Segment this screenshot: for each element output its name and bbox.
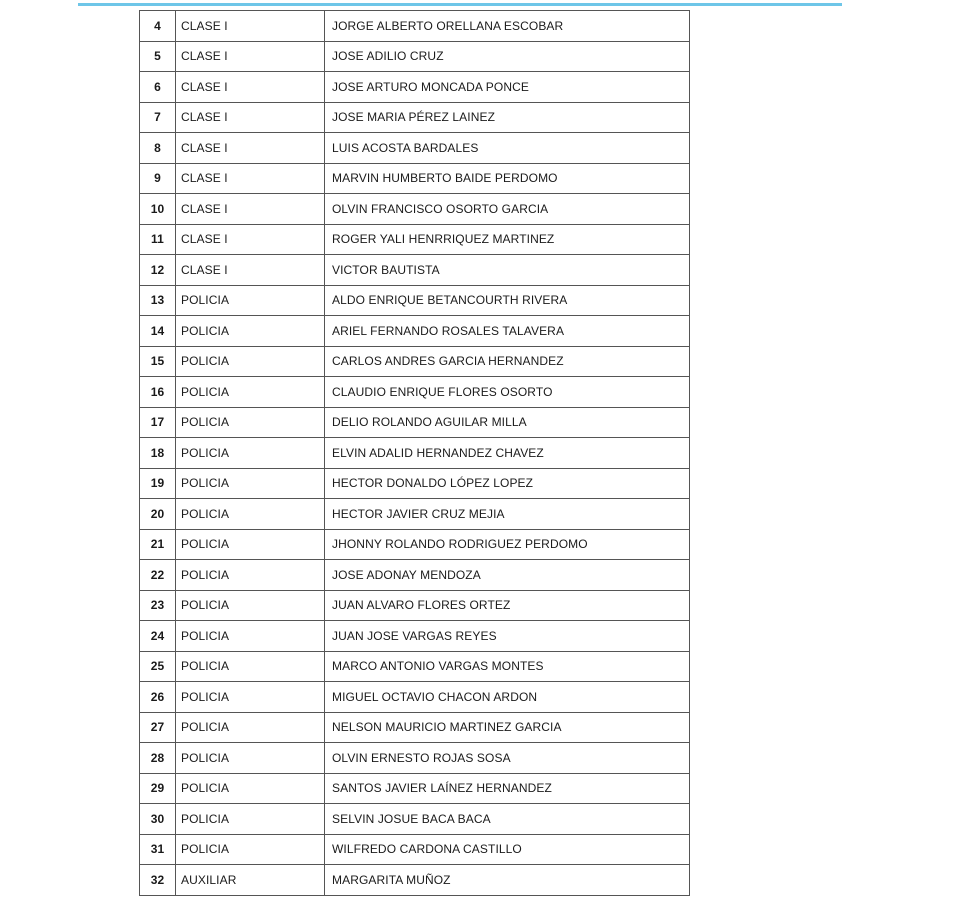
name-cell: ARIEL FERNANDO ROSALES TALAVERA — [325, 316, 690, 347]
name-cell: LUIS ACOSTA BARDALES — [325, 133, 690, 164]
name-cell: SELVIN JOSUE BACA BACA — [325, 804, 690, 835]
row-number: 21 — [140, 529, 176, 560]
table-row — [140, 499, 690, 530]
rank-cell: CLASE I — [176, 41, 325, 72]
name-cell: JOSE ARTURO MONCADA PONCE — [325, 72, 690, 103]
row-number: 28 — [140, 743, 176, 774]
row-number: 27 — [140, 712, 176, 743]
row-number: 12 — [140, 255, 176, 286]
name-cell: JOSE ADONAY MENDOZA — [325, 560, 690, 591]
table-row — [140, 651, 690, 682]
rank-cell: POLICIA — [176, 316, 325, 347]
name-cell: HECTOR DONALDO LÓPEZ LOPEZ — [325, 468, 690, 499]
row-number: 8 — [140, 133, 176, 164]
table-row — [140, 865, 690, 896]
row-number: 26 — [140, 682, 176, 713]
rank-cell: POLICIA — [176, 468, 325, 499]
rank-cell: POLICIA — [176, 743, 325, 774]
rank-cell: CLASE I — [176, 11, 325, 42]
rank-cell: CLASE I — [176, 194, 325, 225]
rank-cell: POLICIA — [176, 407, 325, 438]
row-number: 18 — [140, 438, 176, 469]
table-row — [140, 194, 690, 225]
table-row — [140, 163, 690, 194]
row-number: 15 — [140, 346, 176, 377]
name-cell: OLVIN ERNESTO ROJAS SOSA — [325, 743, 690, 774]
rank-cell: POLICIA — [176, 712, 325, 743]
table-row — [140, 590, 690, 621]
name-cell: CLAUDIO ENRIQUE FLORES OSORTO — [325, 377, 690, 408]
table-row — [140, 438, 690, 469]
row-number: 30 — [140, 804, 176, 835]
name-cell: JUAN JOSE VARGAS REYES — [325, 621, 690, 652]
row-number: 23 — [140, 590, 176, 621]
table-row — [140, 72, 690, 103]
rank-cell: POLICIA — [176, 560, 325, 591]
table-row — [140, 621, 690, 652]
row-number: 9 — [140, 163, 176, 194]
name-cell: MARCO ANTONIO VARGAS MONTES — [325, 651, 690, 682]
name-cell: MARVIN HUMBERTO BAIDE PERDOMO — [325, 163, 690, 194]
row-number: 32 — [140, 865, 176, 896]
row-number: 31 — [140, 834, 176, 865]
table-row — [140, 712, 690, 743]
table-row — [140, 804, 690, 835]
rank-cell: POLICIA — [176, 377, 325, 408]
name-cell: HECTOR JAVIER CRUZ MEJIA — [325, 499, 690, 530]
rank-cell: POLICIA — [176, 834, 325, 865]
name-cell: MARGARITA MUÑOZ — [325, 865, 690, 896]
table-row — [140, 682, 690, 713]
row-number: 14 — [140, 316, 176, 347]
rank-cell: POLICIA — [176, 773, 325, 804]
name-cell: JOSE MARIA PÉREZ LAINEZ — [325, 102, 690, 133]
name-cell: ALDO ENRIQUE BETANCOURTH RIVERA — [325, 285, 690, 316]
rank-cell: POLICIA — [176, 651, 325, 682]
row-number: 10 — [140, 194, 176, 225]
row-number: 25 — [140, 651, 176, 682]
name-cell: JORGE ALBERTO ORELLANA ESCOBAR — [325, 11, 690, 42]
name-cell: VICTOR BAUTISTA — [325, 255, 690, 286]
rank-cell: POLICIA — [176, 438, 325, 469]
personnel-table-body — [140, 11, 690, 896]
table-row — [140, 102, 690, 133]
rank-cell: POLICIA — [176, 499, 325, 530]
row-number: 20 — [140, 499, 176, 530]
rank-cell: CLASE I — [176, 133, 325, 164]
row-number: 16 — [140, 377, 176, 408]
rank-cell: POLICIA — [176, 682, 325, 713]
table-row — [140, 224, 690, 255]
rank-cell: POLICIA — [176, 285, 325, 316]
row-number: 22 — [140, 560, 176, 591]
row-number: 6 — [140, 72, 176, 103]
row-number: 29 — [140, 773, 176, 804]
name-cell: WILFREDO CARDONA CASTILLO — [325, 834, 690, 865]
row-number: 19 — [140, 468, 176, 499]
rank-cell: POLICIA — [176, 621, 325, 652]
table-row — [140, 773, 690, 804]
table-row — [140, 529, 690, 560]
name-cell: JOSE ADILIO CRUZ — [325, 41, 690, 72]
table-row — [140, 316, 690, 347]
row-number: 17 — [140, 407, 176, 438]
table-row — [140, 41, 690, 72]
table-row — [140, 468, 690, 499]
rank-cell: POLICIA — [176, 590, 325, 621]
table-row — [140, 560, 690, 591]
table-row — [140, 133, 690, 164]
personnel-table — [139, 10, 690, 896]
name-cell: DELIO ROLANDO AGUILAR MILLA — [325, 407, 690, 438]
rank-cell: POLICIA — [176, 529, 325, 560]
row-number: 11 — [140, 224, 176, 255]
table-row — [140, 407, 690, 438]
rank-cell: CLASE I — [176, 255, 325, 286]
table-row — [140, 346, 690, 377]
table-row — [140, 377, 690, 408]
row-number: 5 — [140, 41, 176, 72]
rank-cell: CLASE I — [176, 163, 325, 194]
rank-cell: POLICIA — [176, 804, 325, 835]
table-row — [140, 11, 690, 42]
row-number: 4 — [140, 11, 176, 42]
rank-cell: CLASE I — [176, 72, 325, 103]
name-cell: ELVIN ADALID HERNANDEZ CHAVEZ — [325, 438, 690, 469]
table-row — [140, 834, 690, 865]
name-cell: JUAN ALVARO FLORES ORTEZ — [325, 590, 690, 621]
row-number: 7 — [140, 102, 176, 133]
name-cell: ROGER YALI HENRRIQUEZ MARTINEZ — [325, 224, 690, 255]
name-cell: NELSON MAURICIO MARTINEZ GARCIA — [325, 712, 690, 743]
name-cell: OLVIN FRANCISCO OSORTO GARCIA — [325, 194, 690, 225]
row-number: 24 — [140, 621, 176, 652]
rank-cell: POLICIA — [176, 346, 325, 377]
name-cell: MIGUEL OCTAVIO CHACON ARDON — [325, 682, 690, 713]
table-row — [140, 255, 690, 286]
rank-cell: CLASE I — [176, 102, 325, 133]
name-cell: SANTOS JAVIER LAÍNEZ HERNANDEZ — [325, 773, 690, 804]
table-row — [140, 743, 690, 774]
top-divider-line — [78, 3, 842, 6]
row-number: 13 — [140, 285, 176, 316]
name-cell: CARLOS ANDRES GARCIA HERNANDEZ — [325, 346, 690, 377]
rank-cell: CLASE I — [176, 224, 325, 255]
name-cell: JHONNY ROLANDO RODRIGUEZ PERDOMO — [325, 529, 690, 560]
rank-cell: AUXILIAR — [176, 865, 325, 896]
table-row — [140, 285, 690, 316]
